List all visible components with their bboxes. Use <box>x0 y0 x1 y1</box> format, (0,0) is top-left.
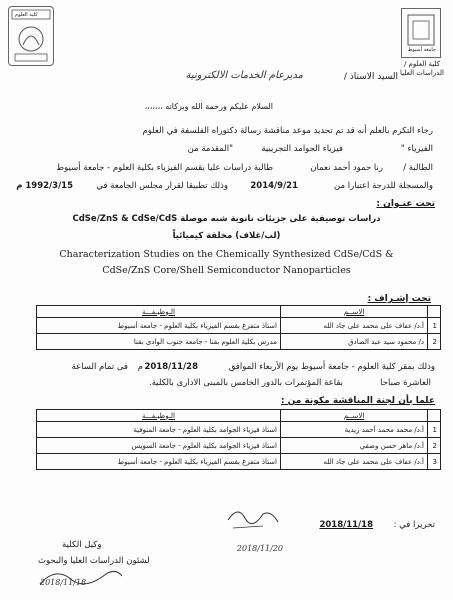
row-number: 2 <box>428 438 441 454</box>
logo-right-text: جامعة أسيوط <box>407 47 436 53</box>
supervisor-name: أ.د/ عفاف على محمد على جاد الله <box>281 318 428 334</box>
body-line-1: رجاء التكرم بالعلم أنه قد تم تحديد موعد مناقشة رسالة دكتوراه الفلسفة في العلوم <box>142 126 433 136</box>
num-header <box>428 306 441 318</box>
student-label: الطالبة / <box>403 163 433 173</box>
faculty-header-text: كلية العلوم / الدراسات العليا <box>400 60 444 77</box>
body-line-2b: فيزياء الجوامد التجريبية <box>261 144 343 154</box>
member-job: استاذ متفرغ بقسم الفيزياء بكلية العلوم - جامعة أسيوط <box>37 454 281 470</box>
row-number: 1 <box>428 318 441 334</box>
table-row <box>37 318 441 334</box>
defense-date: 2018/11/28 <box>144 362 198 372</box>
member-name: أ.د/ عفاف على محمد على جاد الله <box>281 454 428 470</box>
supervisor-job: مدرس بكلية العلوم بقنا - جامعة جنوب الوادى بقنا <box>37 334 281 350</box>
table-row <box>37 422 441 438</box>
venue-line-1a: وذلك بمقر كلية العلوم - جامعة أسيوط يوم الأربعاء الموافق <box>228 362 435 372</box>
body-line-2: "المقدمة من <box>187 144 233 154</box>
supervision-heading: تحت إشـراف : <box>367 294 431 304</box>
member-name: أ.د/ محمد محمد أحمد زيدية <box>281 422 428 438</box>
supervisor-name: د/ محمود سيد عبد الصادق <box>281 334 428 350</box>
committee-table <box>36 409 441 470</box>
student-name: رنا حمود أحمد نعمان <box>310 163 383 173</box>
row-number: 3 <box>428 454 441 470</box>
table-row <box>37 438 441 454</box>
venue-location: بقاعة المؤتمرات بالدور الخامس بالمبنى الادارى بالكلية. <box>149 378 343 388</box>
arabic-title-line-1: دراسات توصيفية على جزيئات نانوية شبه موصلة CdSe/ZnS & CdSe/CdS <box>72 214 381 224</box>
num-header <box>428 410 441 422</box>
faculty-logo <box>8 6 54 66</box>
job-column-header: الـوظيـفـــة <box>37 306 281 318</box>
table-row <box>37 454 441 470</box>
signature-date-left: 2018/11/18 <box>40 578 87 587</box>
english-title-line-1: Characterization Studies on the Chemically Synthesized CdSe/CdS & <box>59 249 394 260</box>
written-label: تحريرا في : <box>393 520 435 530</box>
name-column-header: الاســم <box>281 410 428 422</box>
member-job: استاذ فيزياء الجوامد بكلية العلوم - جامعة السويس <box>37 438 281 454</box>
row-number: 2 <box>428 334 441 350</box>
title-heading: تحت عنـوان : <box>376 199 435 209</box>
written-date: 2018/11/18 <box>319 520 373 530</box>
university-logo <box>401 8 441 58</box>
supervisor-job: استاذ متفرغ بقسم الفيزياء بكلية العلوم - جامعة أسيوط <box>37 318 281 334</box>
student-description: طالبة دراسات عليا بقسم الفيزياء بكلية العلوم - جامعة أسيوط <box>56 163 273 173</box>
salutation: السلام عليكم ورحمة الله وبركاته ،،،،،،، <box>144 102 273 111</box>
venue-time: العاشرة صباحا <box>380 378 431 388</box>
registration-label: والمسجلة للدرجة اعتبارا من <box>334 181 433 191</box>
signature-date-right: 2018/11/20 <box>236 544 283 553</box>
addressee-label: السيد الاستاذ / <box>343 72 398 82</box>
vice-dean-title: وكيل الكلية <box>62 540 102 550</box>
member-name: أ.د/ ماهر حسن وصفي <box>281 438 428 454</box>
council-label: وذلك تطبيقا لقرار مجلس الجامعة في <box>96 181 228 191</box>
supervision-table <box>36 305 441 350</box>
venue-line-1c: فى تمام الساعة <box>71 362 128 372</box>
logo-left-text: كلية العلوم <box>15 12 38 18</box>
addressee-handwritten: مديرعام الخدمات الالكترونية <box>185 70 303 81</box>
vice-dean-subtitle: لشئون الدراسات العليا والبحوث <box>38 556 150 566</box>
registration-date: 2014/9/21 <box>250 181 298 191</box>
row-number: 1 <box>428 422 441 438</box>
table-row <box>37 334 441 350</box>
job-column-header: الـوظيـفـــة <box>37 410 281 422</box>
council-date: 1992/3/15 م <box>16 181 73 191</box>
signature-right <box>223 500 283 550</box>
member-job: استاذ فيزياء الجوامد بكلية العلوم - جامعة المنوفية <box>37 422 281 438</box>
venue-line-1b: م <box>137 362 143 372</box>
committee-heading: علما بأن لجنة المناقشة مكونة من : <box>280 396 435 406</box>
body-line-2c: الفيزياء " <box>400 144 433 154</box>
english-title-line-2: CdSe/ZnS Core/Shell Semiconductor Nanoparticles <box>102 265 351 276</box>
name-column-header: الاســم <box>281 306 428 318</box>
arabic-title-line-2: (لب/غلاف) مخلقة كيميائياً <box>172 231 281 241</box>
